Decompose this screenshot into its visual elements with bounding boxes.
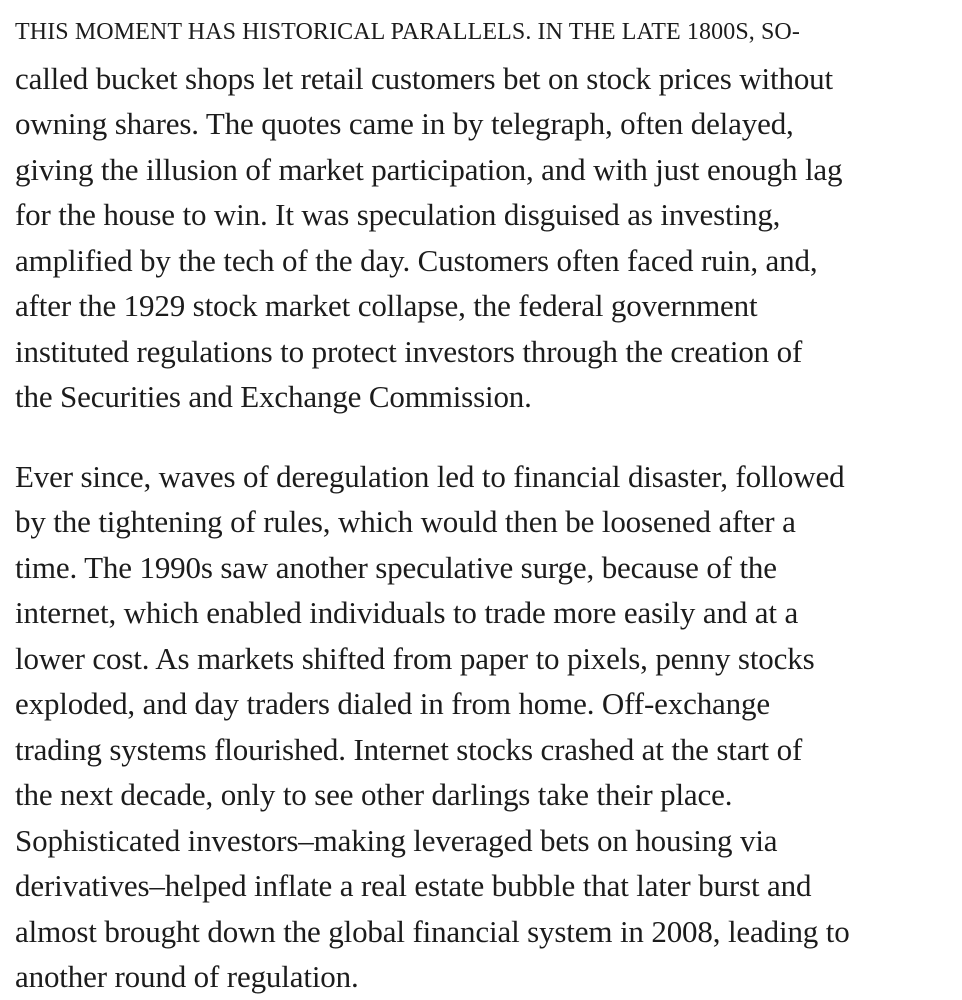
paragraph-line: the next decade, only to see other darlings take their place.: [15, 777, 733, 812]
paragraph-line: Sophisticated investors–making leveraged bets on housing via: [15, 822, 778, 858]
paragraph-line: almost brought down the global financial system in 2008, leading to: [15, 913, 850, 949]
paragraph-line: another round of regulation.: [15, 959, 359, 994]
paragraph-line: derivatives–helped inflate a real estate bubble that later burst and: [15, 868, 812, 903]
paragraph-line: time. The 1990s saw another speculative surge, because of the: [15, 549, 777, 585]
paragraph-line: trading systems flourished. Internet stocks crashed at the start of: [15, 731, 803, 767]
paragraph-line: owning shares. The quotes came in by telegraph, often delayed,: [15, 106, 794, 141]
paragraph-line: exploded, and day traders dialed in from home. Off-exchange: [15, 686, 770, 721]
paragraph-line: internet, which enabled individuals to trade more easily and at a: [15, 595, 799, 630]
paragraph-historical-parallels: [15, 10, 962, 420]
paragraph-line: by the tightening of rules, which would then be loosened after a: [15, 504, 796, 539]
paragraph-lead-in: THIS MOMENT HAS HISTORICAL PARALLELS. IN THE LATE 1800S, SO-: [15, 19, 800, 45]
paragraph-line: the Securities and Exchange Commission.: [15, 379, 532, 414]
paragraph-line: giving the illusion of market participation, and with just enough lag: [15, 151, 843, 187]
paragraph-line: Ever since, waves of deregulation led to financial disaster, followed: [15, 458, 845, 494]
paragraph-line: called bucket shops let retail customers bet on stock prices without: [15, 60, 833, 96]
paragraph-line: after the 1929 stock market collapse, the federal government: [15, 288, 758, 323]
paragraph-line: lower cost. As markets shifted from paper to pixels, penny stocks: [15, 640, 815, 676]
paragraph-line: instituted regulations to protect investors through the creation of: [15, 333, 803, 369]
paragraph-line: amplified by the tech of the day. Customers often faced ruin, and,: [15, 242, 818, 278]
paragraph-deregulation: [15, 454, 962, 1000]
paragraph-line: for the house to win. It was speculation disguised as investing,: [15, 197, 781, 232]
